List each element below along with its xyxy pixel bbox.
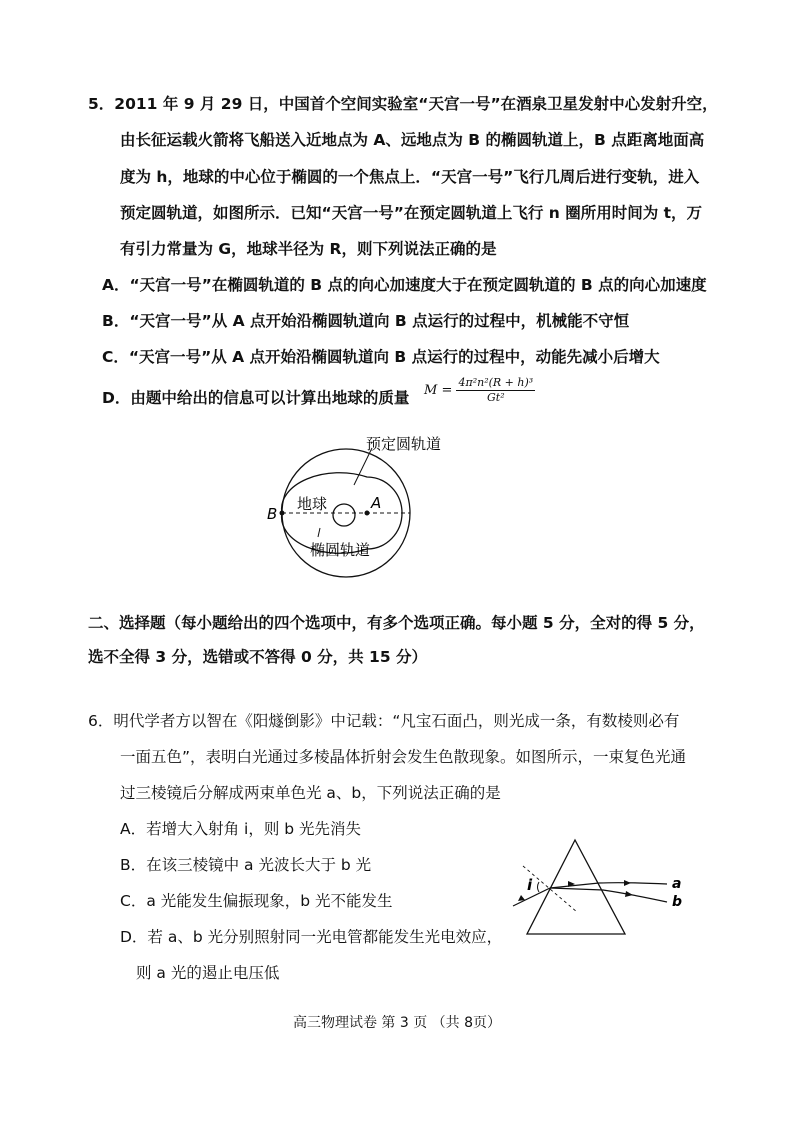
q5-stem-line-5: 有引力常量为 G，地球半径为 R，则下列说法正确的是 <box>120 240 497 258</box>
circle-orbit-label: 预定圆轨道 <box>366 435 442 453</box>
q6-option-b: B．在该三棱镜中 a 光波长大于 b 光 <box>120 856 372 874</box>
ray-a <box>550 883 667 888</box>
earth-label: 地球 <box>297 495 328 513</box>
ray-a-out-arrow <box>624 880 631 886</box>
section2-title-line-2: 选不全得 3 分，选错或不答得 0 分，共 15 分） <box>88 648 428 666</box>
formula-lhs: M = <box>424 383 453 398</box>
ray-b-out-arrow <box>625 891 633 897</box>
q5-option-c: C．“天宫一号”从 A 点开始沿椭圆轨道向 B 点运行的过程中，动能先减小后增大 <box>102 348 660 366</box>
orbit-figure <box>250 425 470 585</box>
q5-stem-line-1: 5．2011 年 9 月 29 日，中国首个空间实验室“天宫一号”在酒泉卫星发射中心发射升空， <box>88 95 718 113</box>
prism-triangle <box>527 840 625 934</box>
ellipse-label: 椭圆轨道 <box>310 541 371 559</box>
formula-numerator: 4π²n²(R + h)³ <box>458 376 534 389</box>
label-i: i <box>527 876 533 894</box>
q6-option-d-line-2: 则 a 光的遏止电压低 <box>136 964 280 982</box>
point-a-dot <box>365 511 370 516</box>
q5-option-d: D．由题中给出的信息可以计算出地球的质量 <box>102 389 410 407</box>
q5-option-b: B．“天宫一号”从 A 点开始沿椭圆轨道向 B 点运行的过程中，机械能不守恒 <box>102 312 630 330</box>
q6-option-c: C．a 光能发生偏振现象，b 光不能发生 <box>120 892 393 910</box>
point-b-label: B <box>267 505 278 523</box>
q5-option-a: A．“天宫一号”在椭圆轨道的 B 点的向心加速度大于在预定圆轨道的 B 点的向心加速度 <box>102 276 707 294</box>
angle-arc <box>538 882 540 892</box>
q5-stem-line-2: 由长征运载火箭将飞船送入近地点为 A、远地点为 B 的椭圆轨道上，B 点距离地面高 <box>120 131 705 149</box>
incident-arrow <box>518 895 525 901</box>
point-b-dot <box>280 511 285 516</box>
ray-b <box>550 888 667 902</box>
earth-circle <box>333 504 355 526</box>
label-b: b <box>672 894 683 910</box>
prism-figure <box>505 838 705 938</box>
formula-denominator: Gt² <box>487 391 505 404</box>
q6-stem-line-3: 过三棱镜后分解成两束单色光 a、b，下列说法正确的是 <box>120 784 501 802</box>
circle-orbit-leader <box>354 448 372 485</box>
q6-option-a: A．若增大入射角 i，则 b 光先消失 <box>120 820 362 838</box>
point-a-label: A <box>371 494 382 512</box>
page-footer: 高三物理试卷 第 3 页 （共 8页） <box>292 1015 502 1031</box>
q6-stem-line-2: 一面五色”，表明白光通过多棱晶体折射会发生色散现象。如图所示，一束复色光通 <box>120 748 687 766</box>
section2-title-line-1: 二、选择题（每小题给出的四个选项中，有多个选项正确。每小题 5 分，全对的得 5 分， <box>88 614 705 632</box>
label-a: a <box>672 876 682 892</box>
q5-stem-line-3: 度为 h，地球的中心位于椭圆的一个焦点上．“天宫一号”飞行几周后进行变轨，进入 <box>120 168 700 186</box>
mass-formula <box>424 376 535 405</box>
q5-stem-line-4: 预定圆轨道，如图所示．已知“天宫一号”在预定圆轨道上飞行 n 圈所用时间为 t，万 <box>120 204 703 222</box>
q6-stem-line-1: 6．明代学者方以智在《阳燧倒影》中记载：“凡宝石面凸，则光成一条，有数棱则必有 <box>88 712 680 730</box>
q6-option-d-line-1: D．若 a、b 光分别照射同一光电管都能发生光电效应， <box>120 928 503 946</box>
ellipse-leader <box>318 528 320 537</box>
